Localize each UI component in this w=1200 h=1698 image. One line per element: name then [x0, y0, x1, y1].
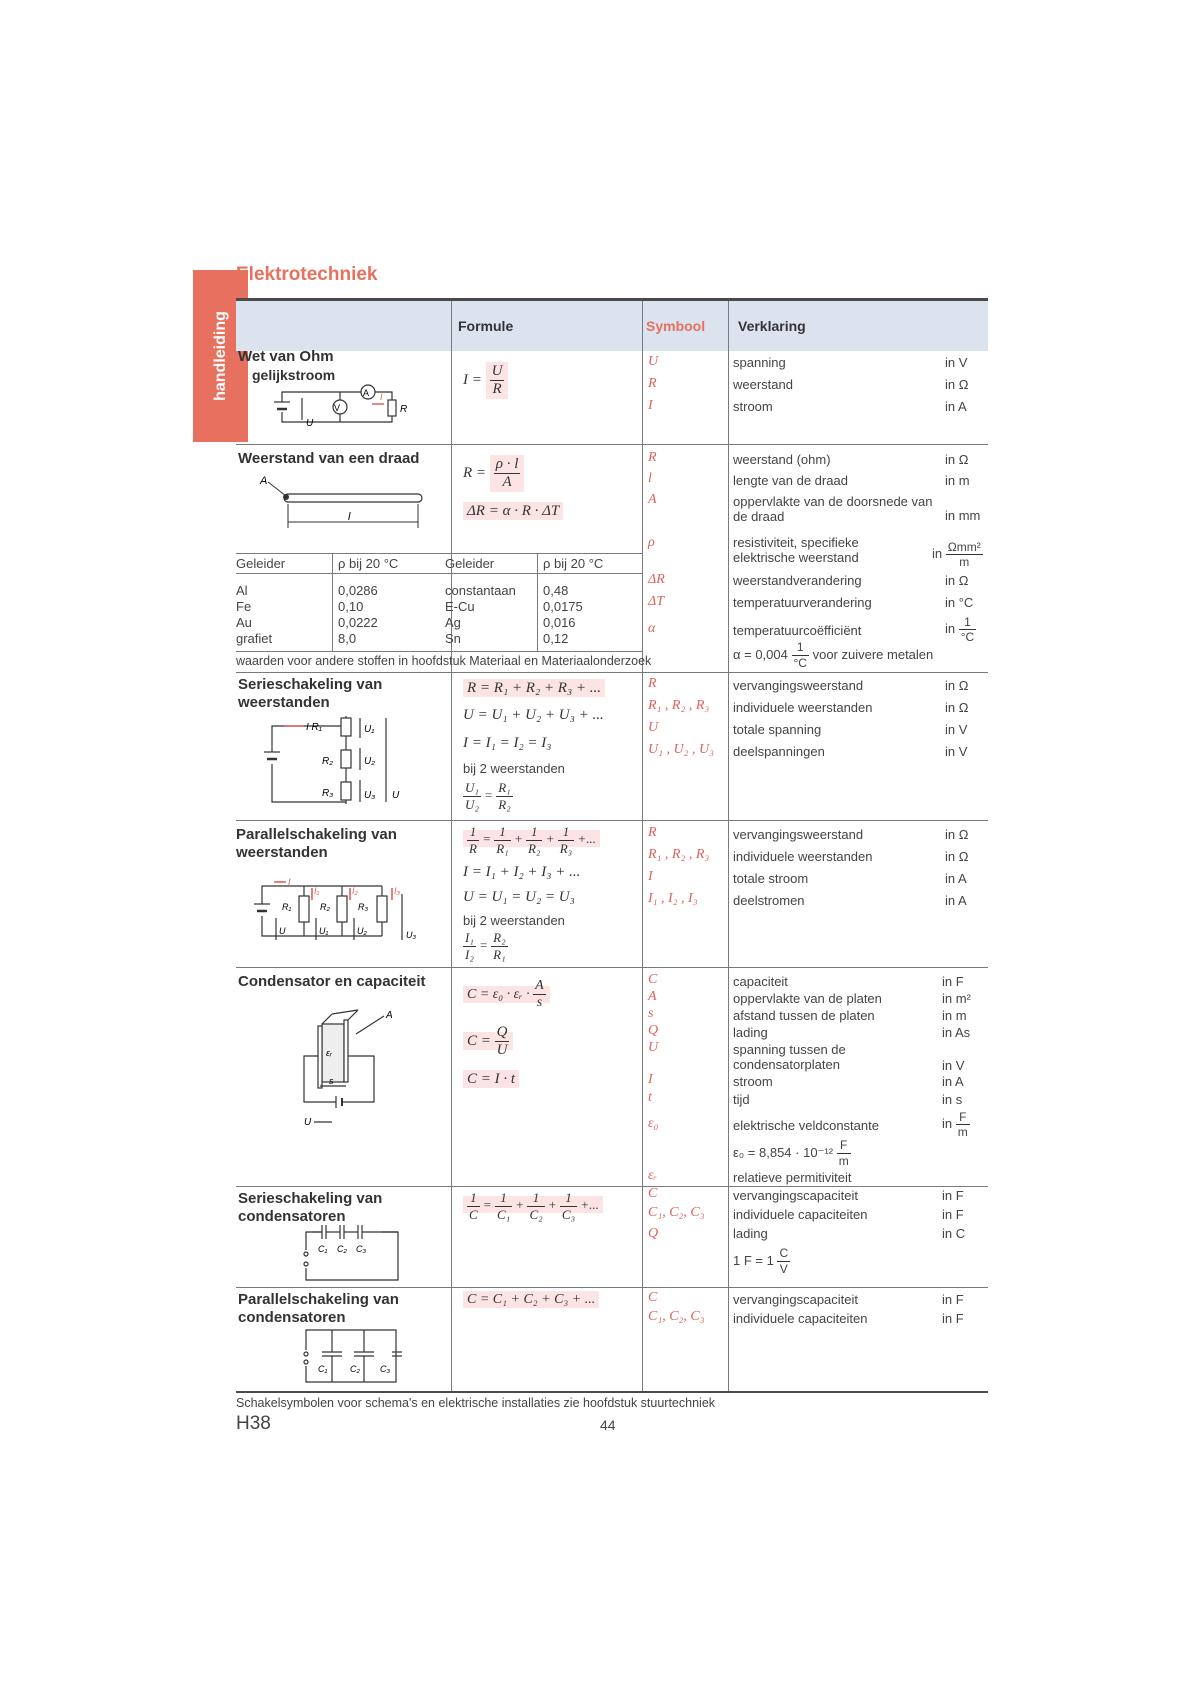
- diagram-label-i2: I₂: [352, 886, 358, 896]
- diagram-label-c3: C₃: [356, 1244, 367, 1254]
- row-divider: [236, 1287, 988, 1288]
- col-header-verklaring: Verklaring: [738, 318, 806, 334]
- alpha-note: α = 0,004 $\frac{1}{^\circ C}$ voor zuivere metalen: [733, 640, 934, 670]
- symbol: U: [648, 720, 659, 735]
- unit: in Ω: [945, 678, 969, 693]
- diagram-label-c3: C₃: [380, 1364, 391, 1374]
- unit: in A: [945, 871, 967, 886]
- formula-draad-delta: ΔR = α · R · ΔT: [463, 502, 563, 520]
- diagram-label-r3: R₃: [358, 902, 369, 912]
- diagram-label-r1: R₁: [282, 902, 292, 912]
- formula-serie-r-ratio: $\frac{\text{U₁}}{\text{U₂}}$ = $\frac{\text{R₁}}{\text{R₂}}$: [465, 780, 511, 812]
- table-rule: [236, 651, 642, 652]
- unit-field-constant: in $\frac{F}{m}$: [942, 1110, 968, 1139]
- symbol: R₁ , R₂ , R₃: [648, 847, 710, 862]
- series-resistor-diagram: [262, 712, 422, 808]
- table-col-line: [537, 553, 538, 651]
- explanation: individuele capaciteiten: [733, 1311, 868, 1326]
- section-title-draad: Weerstand van een draad: [238, 450, 420, 467]
- diagram-label-c2: C₂: [337, 1244, 347, 1254]
- symbol: C: [648, 1186, 658, 1201]
- diagram-label-u2: U₂: [364, 756, 376, 767]
- explanation: totale spanning: [733, 722, 822, 737]
- formula-draad-resistance: R = $\frac{\rho \cdot l}{A}$: [463, 455, 524, 492]
- formula-parallel-r-ratio: $\frac{\text{I₁}}{\text{I₂}}$ = $\frac{\text{R₂}}{\text{R₁}}$: [465, 930, 506, 962]
- explanation: weerstand (ohm): [733, 452, 831, 467]
- table-header-cell: ρ bij 20 °C: [338, 556, 399, 571]
- table-header-cell: Geleider: [236, 556, 286, 571]
- diagram-label-u2: U₂: [357, 926, 367, 936]
- table-col-rho-2: 0,48 0,0175 0,016 0,12: [543, 583, 583, 646]
- page-number: 44: [600, 1417, 616, 1433]
- table-rule: [236, 573, 642, 574]
- symbol: I: [648, 1072, 653, 1087]
- section-subtitle-ohm: gelijkstroom: [252, 367, 336, 383]
- symbol: ε₀: [648, 1116, 659, 1131]
- unit: in C: [942, 1226, 966, 1241]
- symbol: l: [648, 471, 652, 486]
- unit: in mm: [945, 508, 981, 523]
- parallel-capacitor-diagram: [292, 1326, 412, 1386]
- unit: in V: [942, 1058, 965, 1073]
- unit: in Ω: [945, 700, 969, 715]
- explanation: totale stroom: [733, 871, 809, 886]
- explanation: stroom: [733, 1074, 773, 1089]
- unit: in F: [942, 1207, 964, 1222]
- diagram-label-u: U: [279, 926, 286, 936]
- explanation: resistiviteit, specifieke elektrische weerstand: [733, 535, 859, 565]
- diagram-label-i1: I₁: [314, 886, 320, 896]
- unit: in F: [942, 1188, 964, 1203]
- explanation: weerstandverandering: [733, 573, 862, 588]
- symbol: A: [648, 989, 657, 1004]
- formula-serie-r-current: I = I₁ = I₂ = I₃: [463, 735, 552, 751]
- formula-parallel-r-current: I = I₁ + I₂ + I₃ + ...: [463, 864, 581, 880]
- unit: in V: [945, 744, 968, 759]
- unit: in A: [945, 893, 967, 908]
- explanation: oppervlakte van de platen: [733, 991, 882, 1006]
- explanation: afstand tussen de platen: [733, 1008, 875, 1023]
- symbol: Q: [648, 1226, 659, 1241]
- capacitor-diagram: [296, 1006, 426, 1126]
- voltmeter-label: V: [334, 403, 341, 413]
- unit: in F: [942, 1292, 964, 1307]
- row-divider: [236, 820, 988, 821]
- farad-note: 1 F = 1 $\frac{C}{V}$: [733, 1246, 789, 1276]
- table-note: waarden voor andere stoffen in hoofdstuk Materiaal en Materiaalonderzoek: [236, 654, 652, 668]
- explanation: relatieve permitiviteit: [733, 1170, 852, 1185]
- diagram-label-u1: U₁: [319, 926, 329, 936]
- unit: in s: [942, 1092, 963, 1107]
- symbol: ρ: [648, 535, 655, 550]
- diagram-label-i: I: [288, 877, 291, 887]
- unit: in Ω: [945, 849, 969, 864]
- diagram-label-l: l: [348, 511, 351, 523]
- explanation: lengte van de draad: [733, 473, 848, 488]
- explanation: spanning: [733, 355, 786, 370]
- symbol: R: [648, 450, 657, 465]
- symbol: C: [648, 1290, 658, 1305]
- unit: in A: [942, 1074, 964, 1089]
- col-header-formule: Formule: [458, 318, 514, 334]
- unit: in m: [942, 1008, 967, 1023]
- unit: in As: [942, 1025, 971, 1040]
- explanation: weerstand: [733, 377, 793, 392]
- explanation: oppervlakte van de doorsnede van de draad: [733, 494, 933, 524]
- explanation: vervangingscapaciteit: [733, 1292, 859, 1307]
- explanation: spanning tussen de condensatorplaten: [733, 1042, 846, 1072]
- table-header-cell: Geleider: [445, 556, 495, 571]
- diagram-label-u3: U₃: [364, 790, 376, 801]
- unit: in Ω: [945, 827, 969, 842]
- explanation: individuele weerstanden: [733, 849, 873, 864]
- formula-capacitance-geometry: C = ε₀ · εᵣ · $\frac{A}{s}$: [463, 978, 550, 1011]
- diagram-label-c1: C₁: [318, 1364, 328, 1374]
- explanation: deelstromen: [733, 893, 805, 908]
- formula-parallel-r-total: $\frac{1}{R}$ = $\frac{1}{\text{R₁}}$ + $\frac{1}{\text{R₂}}$ + $\frac{1}{\text{R₃}}$ +...: [463, 824, 600, 857]
- wire-diagram: [258, 474, 428, 532]
- row-divider: [236, 444, 988, 445]
- diagram-label-u3: U₃: [406, 930, 417, 940]
- symbol: C: [648, 972, 658, 987]
- diagram-label-r2: R₂: [320, 902, 330, 912]
- diagram-label-u: U: [306, 418, 314, 429]
- symbol: A: [648, 492, 657, 507]
- section-title-condensator: Condensator en capaciteit: [238, 973, 426, 990]
- diagram-label-u: U: [304, 1117, 312, 1126]
- side-tab-label: handleiding: [211, 311, 229, 401]
- unit: in V: [945, 355, 968, 370]
- explanation: individuele weerstanden: [733, 700, 873, 715]
- diagram-label-eps: εᵣ: [326, 1048, 332, 1058]
- table-col-rho: 0,0286 0,10 0,0222 8,0: [338, 583, 378, 646]
- diagram-label-s: s: [329, 1076, 334, 1086]
- unit: in F: [942, 974, 964, 989]
- explanation: individuele capaciteiten: [733, 1207, 868, 1222]
- ohm-circuit-diagram: [272, 382, 412, 436]
- note-two-resistors: bij 2 weerstanden: [463, 761, 565, 776]
- series-capacitor-diagram: [292, 1224, 412, 1284]
- explanation: temperatuurverandering: [733, 595, 872, 610]
- explanation: tijd: [733, 1092, 750, 1107]
- footer-note: Schakelsymbolen voor schema's en elektrische installaties zie hoofdstuk stuurtechniek: [236, 1396, 716, 1410]
- formula-serie-r-total: R = R₁ + R₂ + R₃ + ...: [463, 679, 605, 697]
- formula-capacitance-current: C = I · t: [463, 1070, 519, 1088]
- unit-tempco: in $\frac{1}{^\circ C}$: [945, 615, 975, 644]
- symbol: R: [648, 376, 657, 391]
- parallel-resistor-diagram: [252, 874, 432, 946]
- formula-parallel-r-voltage: U = U₁ = U₂ = U₃: [463, 889, 575, 905]
- symbol: I: [648, 869, 653, 884]
- symbol: C₁, C₂, C₃: [648, 1309, 705, 1324]
- page-code: H38: [236, 1413, 271, 1434]
- table-rule: [236, 553, 642, 554]
- formula-ohm: I = $\frac{U}{R}$: [463, 362, 508, 399]
- page-title: Elektrotechniek: [236, 264, 378, 285]
- section-title-ohm: Wet van Ohm: [238, 348, 334, 365]
- symbol: t: [648, 1090, 652, 1105]
- ammeter-label: A: [363, 388, 370, 398]
- diagram-label-r2: R₂: [322, 756, 334, 767]
- symbol: C₁, C₂, C₃: [648, 1205, 705, 1220]
- formula-parallel-c: C = C₁ + C₂ + C₃ + ...: [463, 1291, 599, 1308]
- diagram-label-i3: I₃: [394, 886, 401, 896]
- symbol: I₁ , I₂ , I₃: [648, 891, 698, 906]
- section-title-parallel-r: Parallelschakeling van weerstanden: [236, 826, 397, 861]
- formula-serie-r-voltage: U = U₁ + U₂ + U₃ + ...: [463, 707, 604, 723]
- unit: in Ω: [945, 377, 969, 392]
- eps-note: ε₀ = 8,854 · 10⁻¹² $\frac{F}{m}$: [733, 1138, 849, 1168]
- diagram-label-i: I: [380, 392, 383, 402]
- explanation: stroom: [733, 399, 773, 414]
- symbol: R: [648, 825, 657, 840]
- diagram-label-c2: C₂: [350, 1364, 360, 1374]
- unit: in Ω: [945, 452, 969, 467]
- diagram-label-a: A: [386, 1010, 393, 1021]
- diagram-label-c1: C₁: [318, 1244, 328, 1254]
- unit: in m: [945, 473, 970, 488]
- unit-resistivity: in $\frac{\text{Ωmm²}}{m}$: [932, 540, 981, 569]
- unit: in Ω: [945, 573, 969, 588]
- unit: in F: [942, 1311, 964, 1326]
- explanation: capaciteit: [733, 974, 788, 989]
- formula-serie-c: $\frac{1}{C}$ = $\frac{1}{\text{C₁}}$ + $\frac{1}{\text{C₂}}$ + $\frac{1}{\text{C₃}}$ +...: [463, 1190, 603, 1223]
- symbol: Q: [648, 1023, 659, 1038]
- unit: in V: [945, 722, 968, 737]
- explanation: vervangingsweerstand: [733, 827, 864, 842]
- unit: in m²: [942, 991, 971, 1006]
- symbol: I: [648, 398, 653, 413]
- row-divider: [236, 1186, 988, 1187]
- section-title-serie-r: Serieschakeling van weerstanden: [238, 676, 383, 711]
- col-header-symbool: Symbool: [646, 318, 706, 334]
- explanation: lading: [733, 1025, 768, 1040]
- note-two-resistors: bij 2 weerstanden: [463, 913, 565, 928]
- symbol: R: [648, 676, 657, 691]
- explanation: lading: [733, 1226, 768, 1241]
- symbol: ΔT: [648, 594, 665, 609]
- diagram-label-u1: U₁: [364, 724, 375, 735]
- section-title-serie-c: Serieschakeling van condensatoren: [238, 1190, 383, 1225]
- symbol: α: [648, 621, 656, 636]
- diagram-label-r: R: [400, 404, 408, 415]
- table-col-geleider: Al Fe Au grafiet: [236, 583, 273, 646]
- symbol: εᵣ: [648, 1168, 657, 1183]
- table-col-geleider-2: constantaan E-Cu Ag Sn: [445, 583, 516, 646]
- explanation: vervangingsweerstand: [733, 678, 864, 693]
- table-bottom-rule: [236, 1391, 988, 1393]
- table-col-line: [332, 553, 333, 651]
- table-header-cell: ρ bij 20 °C: [543, 556, 604, 571]
- explanation: deelspanningen: [733, 744, 825, 759]
- symbol: R₁ , R₂ , R₃: [648, 698, 710, 713]
- explanation: vervangingscapaciteit: [733, 1188, 859, 1203]
- diagram-label-r3: R₃: [322, 788, 334, 799]
- grid-line: [642, 301, 643, 1393]
- unit: in °C: [945, 595, 974, 610]
- explanation: temperatuurcoëfficiënt: [733, 623, 862, 638]
- unit: in A: [945, 399, 967, 414]
- row-divider: [236, 967, 988, 968]
- section-title-parallel-c: Parallelschakeling van condensatoren: [238, 1291, 399, 1326]
- symbol: s: [648, 1006, 654, 1021]
- diagram-label-a: A: [260, 475, 268, 487]
- formula-capacitance-charge: C = $\frac{Q}{U}$: [463, 1024, 513, 1059]
- row-divider: [236, 672, 988, 673]
- table-header: [236, 298, 988, 351]
- explanation: elektrische veldconstante: [733, 1118, 879, 1133]
- grid-line: [451, 301, 452, 1393]
- symbol: U: [648, 354, 659, 369]
- grid-line: [728, 301, 729, 1393]
- symbol: U: [648, 1040, 659, 1055]
- diagram-label-u: U: [392, 790, 400, 801]
- symbol: ΔR: [648, 572, 665, 587]
- symbol: U₁ , U₂ , U₃: [648, 742, 714, 757]
- diagram-label-ir1: I R₁: [306, 722, 322, 733]
